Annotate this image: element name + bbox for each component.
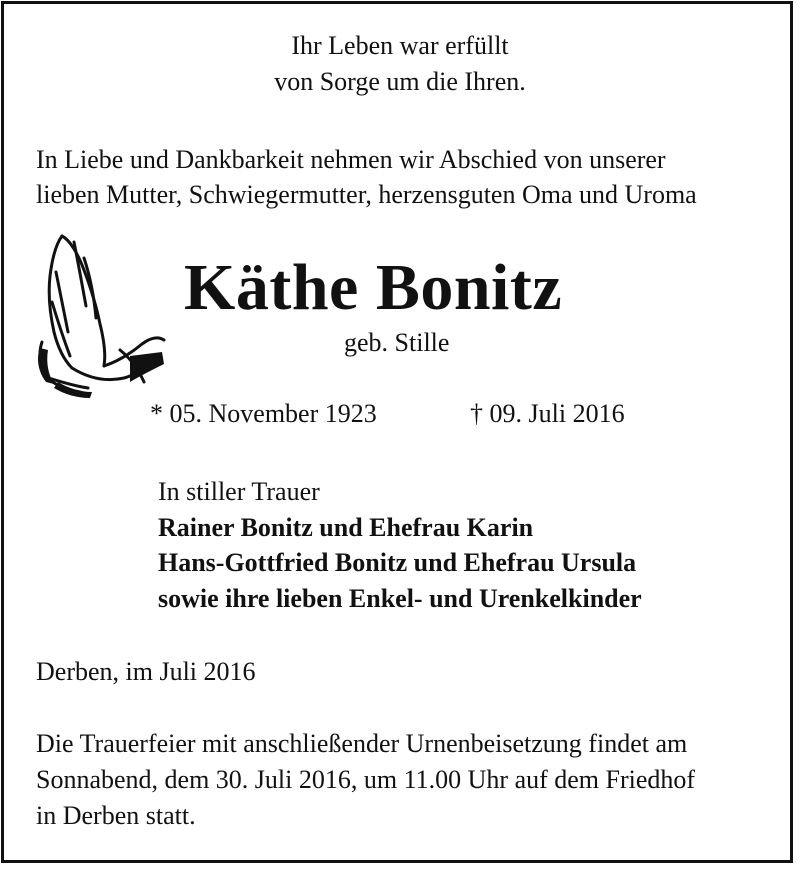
intro-line-1: In Liebe und Dankbarkeit nehmen wir Abschied von unserer [36,145,666,174]
death-date: † 09. Juli 2016 [470,399,625,428]
mourners-intro: In stiller Trauer [158,477,320,506]
funeral-line-2: Sonnabend, dem 30. Juli 2016, um 11.00 Uhr auf dem Friedhof [36,765,696,794]
verse-line-1: Ihr Leben war erfüllt [291,31,509,60]
intro-line-2: lieben Mutter, Schwiegermutter, herzensguten Oma und Uroma [36,180,697,209]
mourner-line-1: Rainer Bonitz und Ehefrau Karin [158,513,534,542]
deceased-name: Käthe Bonitz [184,251,563,324]
praying-hands-icon [34,232,166,400]
funeral-line-3: in Derben statt. [36,801,196,830]
birth-name: geb. Stille [344,328,450,357]
mourner-line-2: Hans-Gottfried Bonitz und Ehefrau Ursula [158,548,637,577]
mourner-line-3: sowie ihre lieben Enkel- und Urenkelkinder [158,584,642,613]
place-date: Derben, im Juli 2016 [36,657,256,686]
verse-line-2: von Sorge um die Ihren. [274,67,526,96]
funeral-line-1: Die Trauerfeier mit anschließender Urnenbeisetzung findet am [36,729,688,758]
birth-date: * 05. November 1923 [150,399,377,428]
